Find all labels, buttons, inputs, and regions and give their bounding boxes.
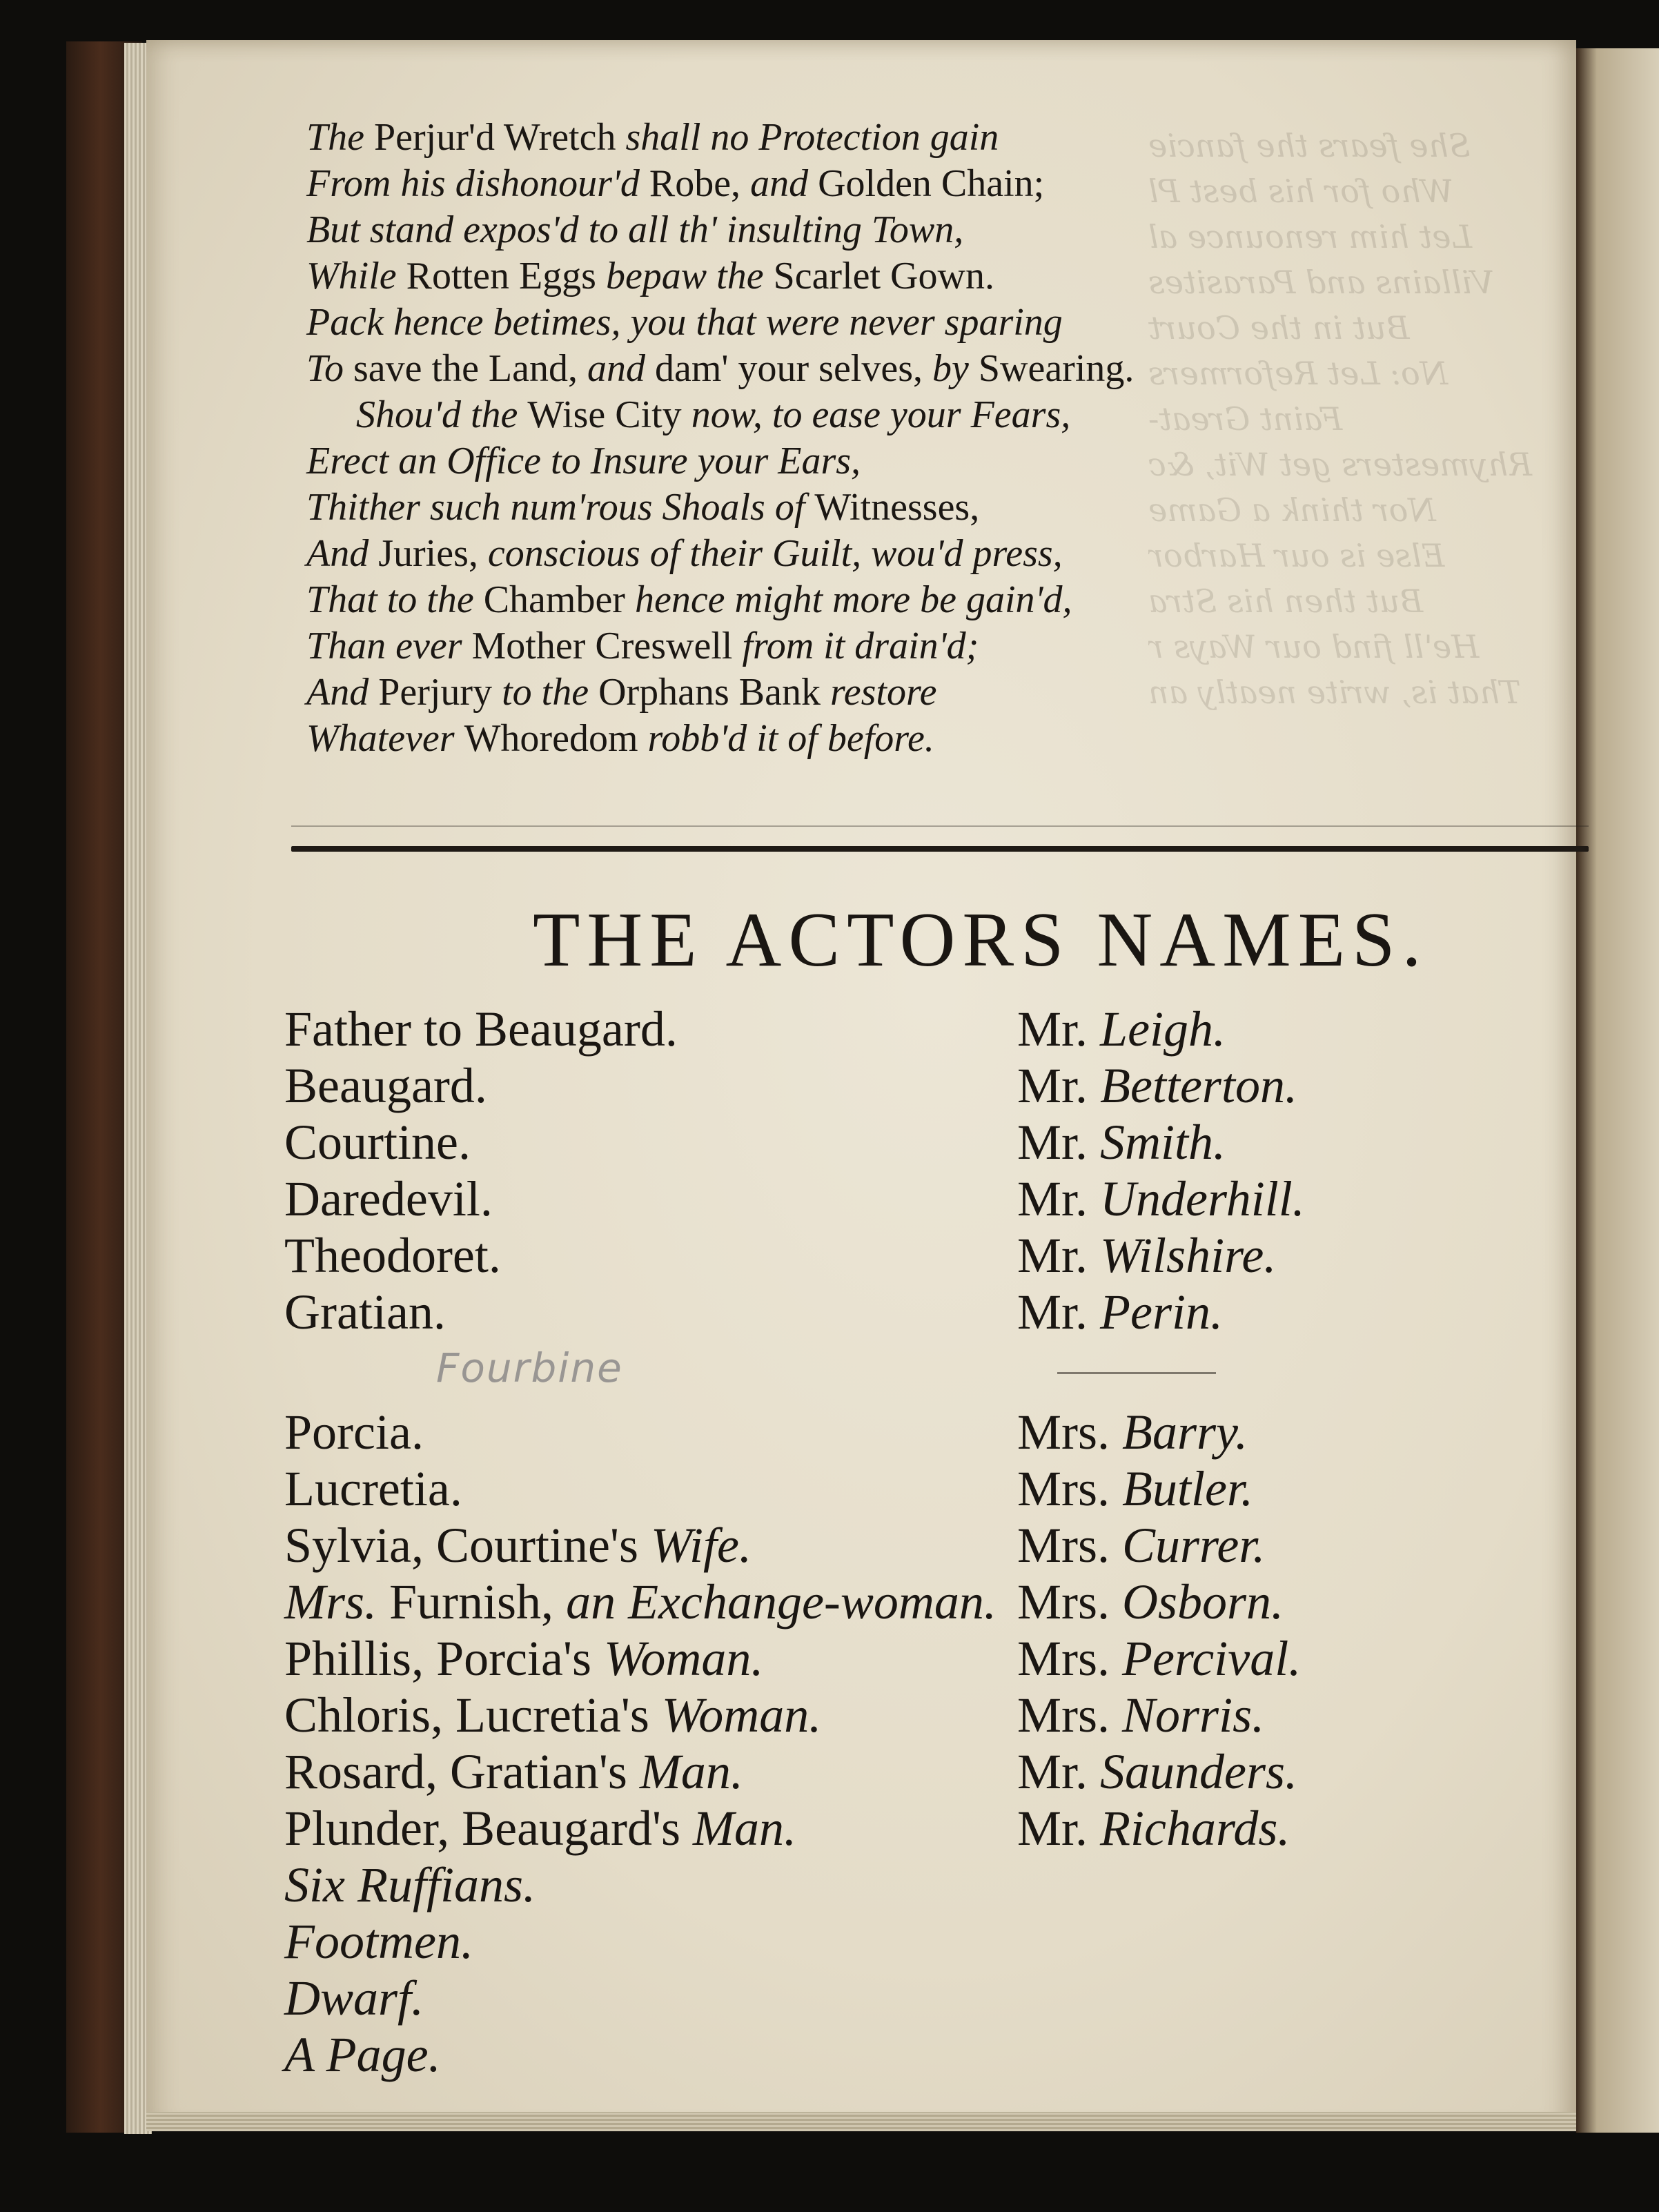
text-run: and bbox=[750, 162, 818, 205]
text-run: Barry. bbox=[1122, 1404, 1248, 1460]
cast-row bbox=[146, 1517, 1576, 1574]
actor-name bbox=[1017, 1574, 1284, 1631]
text-run: And bbox=[306, 671, 379, 714]
text-run: Mr. bbox=[1017, 1228, 1101, 1283]
text-run: Pack hence betimes, you that were never sparing bbox=[306, 301, 1063, 344]
text-run: Smith. bbox=[1100, 1115, 1226, 1170]
text-run: But stand expos'd to all th' insulting Town, bbox=[306, 208, 964, 251]
text-run: Swearing. bbox=[978, 347, 1135, 390]
cast-row bbox=[146, 1743, 1576, 1800]
actor-name bbox=[1017, 1404, 1248, 1461]
text-run: Rotten Eggs bbox=[406, 255, 606, 297]
text-run: Mrs. bbox=[1017, 1404, 1123, 1460]
text-run: Mrs. bbox=[1017, 1461, 1123, 1516]
text-run: now, to ease your Fears, bbox=[691, 393, 1071, 436]
text-run: save the Land, bbox=[353, 347, 587, 390]
text-run: Perjur'd Wretch bbox=[374, 116, 626, 159]
verse-line bbox=[306, 346, 1424, 392]
cast-row bbox=[146, 1460, 1576, 1517]
text-run: Mr. bbox=[1017, 1058, 1101, 1113]
text-run: Footmen. bbox=[284, 1914, 473, 1969]
bleed-through-line: Faint Great- bbox=[1148, 400, 1343, 438]
character-name bbox=[284, 1574, 997, 1631]
text-run: Juries, bbox=[378, 532, 488, 575]
actor-name bbox=[1017, 1001, 1226, 1058]
text-run: robb'd it of before. bbox=[647, 717, 934, 760]
cast-row bbox=[146, 1687, 1576, 1743]
text-run: shall no Protection gain bbox=[625, 116, 999, 159]
text-run: Osborn. bbox=[1122, 1574, 1284, 1629]
text-run: Golden Chain; bbox=[818, 162, 1045, 205]
text-run: To bbox=[306, 347, 354, 390]
cast-gap bbox=[146, 1340, 1576, 1404]
character-name bbox=[284, 1743, 743, 1801]
text-run: While bbox=[306, 255, 406, 297]
text-run: A Page. bbox=[284, 2027, 441, 2082]
cast-row bbox=[146, 1857, 1576, 1913]
text-run: conscious of their Guilt, wou'd press, bbox=[487, 532, 1063, 575]
bleed-through-line: Let him renounce al bbox=[1148, 218, 1472, 255]
page-title: THE ACTORS NAMES. bbox=[533, 897, 1429, 983]
text-run: From his dishonour'd bbox=[306, 162, 649, 205]
bleed-through-line: Nor think a Game bbox=[1148, 491, 1436, 529]
text-run: Whatever bbox=[306, 717, 464, 760]
actor-name bbox=[1017, 1800, 1290, 1857]
actor-name bbox=[1017, 1284, 1223, 1341]
text-run: dam' your selves, bbox=[655, 347, 933, 390]
text-run: bepaw the bbox=[605, 255, 774, 297]
character-name bbox=[284, 1913, 473, 1970]
character-name bbox=[284, 1970, 424, 2027]
actor-name bbox=[1017, 1687, 1264, 1744]
text-run: Percival. bbox=[1122, 1631, 1302, 1686]
text-run: Perin. bbox=[1100, 1284, 1223, 1340]
page-bottom-edge bbox=[146, 2112, 1576, 2131]
actor-name bbox=[1017, 1460, 1253, 1518]
text-run: by bbox=[932, 347, 979, 390]
text-run: Mrs. bbox=[1017, 1687, 1123, 1743]
bleed-through-line: No: Let Reformers bbox=[1148, 355, 1448, 392]
text-run: Woman. bbox=[661, 1687, 822, 1743]
text-run: Leigh. bbox=[1100, 1001, 1226, 1057]
bleed-through-line: He'll find our Ways r bbox=[1148, 628, 1480, 665]
text-run: Erect an Office to Insure your Ears, bbox=[306, 440, 861, 482]
text-run: Mrs. bbox=[1017, 1518, 1123, 1573]
character-name bbox=[284, 1001, 678, 1058]
text-run: Richards. bbox=[1100, 1801, 1290, 1856]
text-run: Theodoret. bbox=[284, 1228, 501, 1283]
cast-row bbox=[146, 1800, 1576, 1857]
text-run: Man. bbox=[692, 1801, 796, 1856]
text-run: Mr. bbox=[1017, 1171, 1101, 1226]
text-run: Wife. bbox=[650, 1518, 752, 1573]
verse-line bbox=[306, 161, 1424, 207]
actor-name bbox=[1017, 1114, 1226, 1171]
text-run: Wilshire. bbox=[1100, 1228, 1277, 1283]
text-run: Furnish, bbox=[377, 1574, 567, 1629]
cast-row bbox=[146, 1970, 1576, 2026]
character-name bbox=[284, 1857, 536, 1914]
text-run: Rosard, Gratian's bbox=[284, 1744, 640, 1799]
verse-line bbox=[306, 253, 1424, 300]
text-run: Mother Creswell bbox=[471, 625, 743, 667]
text-run: Mr. bbox=[1017, 1801, 1101, 1856]
actor-name bbox=[1017, 1057, 1297, 1115]
actor-name bbox=[1017, 1171, 1305, 1228]
character-name bbox=[284, 1517, 752, 1574]
text-run: Man. bbox=[639, 1744, 743, 1799]
text-run: Beaugard. bbox=[284, 1058, 487, 1113]
text-run: Perjury bbox=[378, 671, 502, 714]
text-run: Gratian. bbox=[284, 1284, 446, 1340]
character-name bbox=[284, 1227, 501, 1284]
text-run: Daredevil. bbox=[284, 1171, 493, 1226]
actor-name bbox=[1017, 1227, 1276, 1284]
character-name bbox=[284, 1800, 796, 1857]
divider-thick bbox=[291, 846, 1589, 852]
cast-row bbox=[146, 1001, 1576, 1057]
facing-page-edge bbox=[1576, 48, 1659, 2133]
text-run: Shou'd the bbox=[356, 393, 528, 436]
cast-row bbox=[146, 1913, 1576, 1970]
cast-row bbox=[146, 1171, 1576, 1227]
text-run: Mr. bbox=[1017, 1115, 1101, 1170]
divider-thin bbox=[291, 825, 1589, 827]
handwritten-note: Fourbine bbox=[436, 1344, 623, 1391]
text-run: Scarlet Gown. bbox=[773, 255, 994, 297]
bleed-through-line: Else is our Harbor bbox=[1148, 537, 1445, 574]
actor-name bbox=[1017, 1517, 1265, 1574]
character-name bbox=[284, 1404, 424, 1461]
text-run: Underhill. bbox=[1100, 1171, 1305, 1226]
cast-row bbox=[146, 1404, 1576, 1460]
bleed-through-line: But then his Stra bbox=[1148, 583, 1424, 620]
text-run: Lucretia. bbox=[284, 1461, 462, 1516]
text-run: Mrs. bbox=[1017, 1574, 1123, 1629]
text-run: Dwarf. bbox=[284, 1970, 424, 2026]
text-run: from it drain'd; bbox=[742, 625, 979, 667]
text-run: Whoredom bbox=[464, 717, 648, 760]
text-run: an Exchange-woman. bbox=[566, 1574, 997, 1629]
text-run: Thither such num'rous Shoals of bbox=[306, 486, 815, 529]
character-name bbox=[284, 1284, 446, 1341]
text-run: Six Ruffians. bbox=[284, 1857, 536, 1912]
text-run: Currer. bbox=[1122, 1518, 1266, 1573]
verse-line bbox=[306, 669, 1424, 716]
verse-line bbox=[306, 392, 1424, 438]
bleed-through-line: But in the Court bbox=[1148, 309, 1410, 346]
cast-row bbox=[146, 1114, 1576, 1171]
bleed-through-line: Rhymesters get Wit, &c bbox=[1148, 446, 1533, 483]
text-run: Orphans Bank bbox=[598, 671, 831, 714]
text-run: Wise City bbox=[527, 393, 691, 436]
text-run: Butler. bbox=[1122, 1461, 1253, 1516]
text-run: Chamber bbox=[483, 578, 635, 621]
character-name bbox=[284, 1057, 487, 1115]
text-run: to the bbox=[502, 671, 599, 714]
text-run: Robe, bbox=[649, 162, 751, 205]
text-run: and bbox=[587, 347, 655, 390]
text-run: Mr. bbox=[1017, 1001, 1101, 1057]
cast-row bbox=[146, 1057, 1576, 1114]
text-run: Phillis, Porcia's bbox=[284, 1631, 605, 1686]
text-run: Porcia. bbox=[284, 1404, 424, 1460]
character-name bbox=[284, 1460, 462, 1518]
text-run: Courtine. bbox=[284, 1115, 471, 1170]
text-run: Betterton. bbox=[1100, 1058, 1297, 1113]
text-run: Saunders. bbox=[1100, 1744, 1298, 1799]
bleed-through-line: Villains and Parasites bbox=[1148, 264, 1495, 301]
bleed-through-line: Who for his best Pl bbox=[1148, 173, 1454, 210]
actor-name bbox=[1017, 1630, 1301, 1687]
character-name bbox=[284, 1114, 471, 1171]
epilogue-verse bbox=[306, 115, 1424, 762]
character-name bbox=[284, 1171, 493, 1228]
text-run: Than ever bbox=[306, 625, 472, 667]
text-run: Mr. bbox=[1017, 1744, 1101, 1799]
text-run: Mr. bbox=[1017, 1284, 1101, 1340]
actor-name bbox=[1017, 1743, 1297, 1801]
cast-separator-dash bbox=[1057, 1372, 1216, 1374]
text-run: Norris. bbox=[1122, 1687, 1265, 1743]
text-run: Mrs. bbox=[1017, 1631, 1123, 1686]
cast-row bbox=[146, 1227, 1576, 1284]
text-run: Sylvia, Courtine's bbox=[284, 1518, 651, 1573]
text-run: Witnesses, bbox=[814, 486, 980, 529]
verse-line bbox=[306, 716, 1424, 762]
text-run: And bbox=[306, 532, 379, 575]
verse-line bbox=[306, 300, 1424, 346]
text-run: The bbox=[306, 116, 374, 159]
cast-row bbox=[146, 1574, 1576, 1630]
bleed-through-line: That is, write neatly an bbox=[1148, 674, 1521, 711]
text-run: Mrs. bbox=[284, 1574, 377, 1629]
bleed-through-line: She fears the fancie bbox=[1148, 127, 1471, 164]
text-run: Father to Beaugard. bbox=[284, 1001, 678, 1057]
verse-line bbox=[306, 531, 1424, 577]
verse-line bbox=[306, 577, 1424, 623]
verse-line bbox=[306, 438, 1424, 485]
character-name bbox=[284, 2026, 441, 2084]
text-run: restore bbox=[830, 671, 937, 714]
verse-line bbox=[306, 623, 1424, 669]
verse-line bbox=[306, 207, 1424, 253]
text-run: Woman. bbox=[604, 1631, 764, 1686]
book-page bbox=[146, 40, 1576, 2131]
character-name bbox=[284, 1687, 821, 1744]
cast-row bbox=[146, 2026, 1576, 2083]
text-run: Plunder, Beaugard's bbox=[284, 1801, 693, 1856]
verse-line bbox=[306, 485, 1424, 531]
character-name bbox=[284, 1630, 763, 1687]
text-run: That to the bbox=[306, 578, 484, 621]
cast-row bbox=[146, 1630, 1576, 1687]
text-run: Chloris, Lucretia's bbox=[284, 1687, 662, 1743]
cast-list bbox=[146, 1001, 1576, 2083]
verse-line bbox=[306, 115, 1424, 161]
text-run: hence might more be gain'd, bbox=[634, 578, 1072, 621]
cast-row bbox=[146, 1284, 1576, 1340]
